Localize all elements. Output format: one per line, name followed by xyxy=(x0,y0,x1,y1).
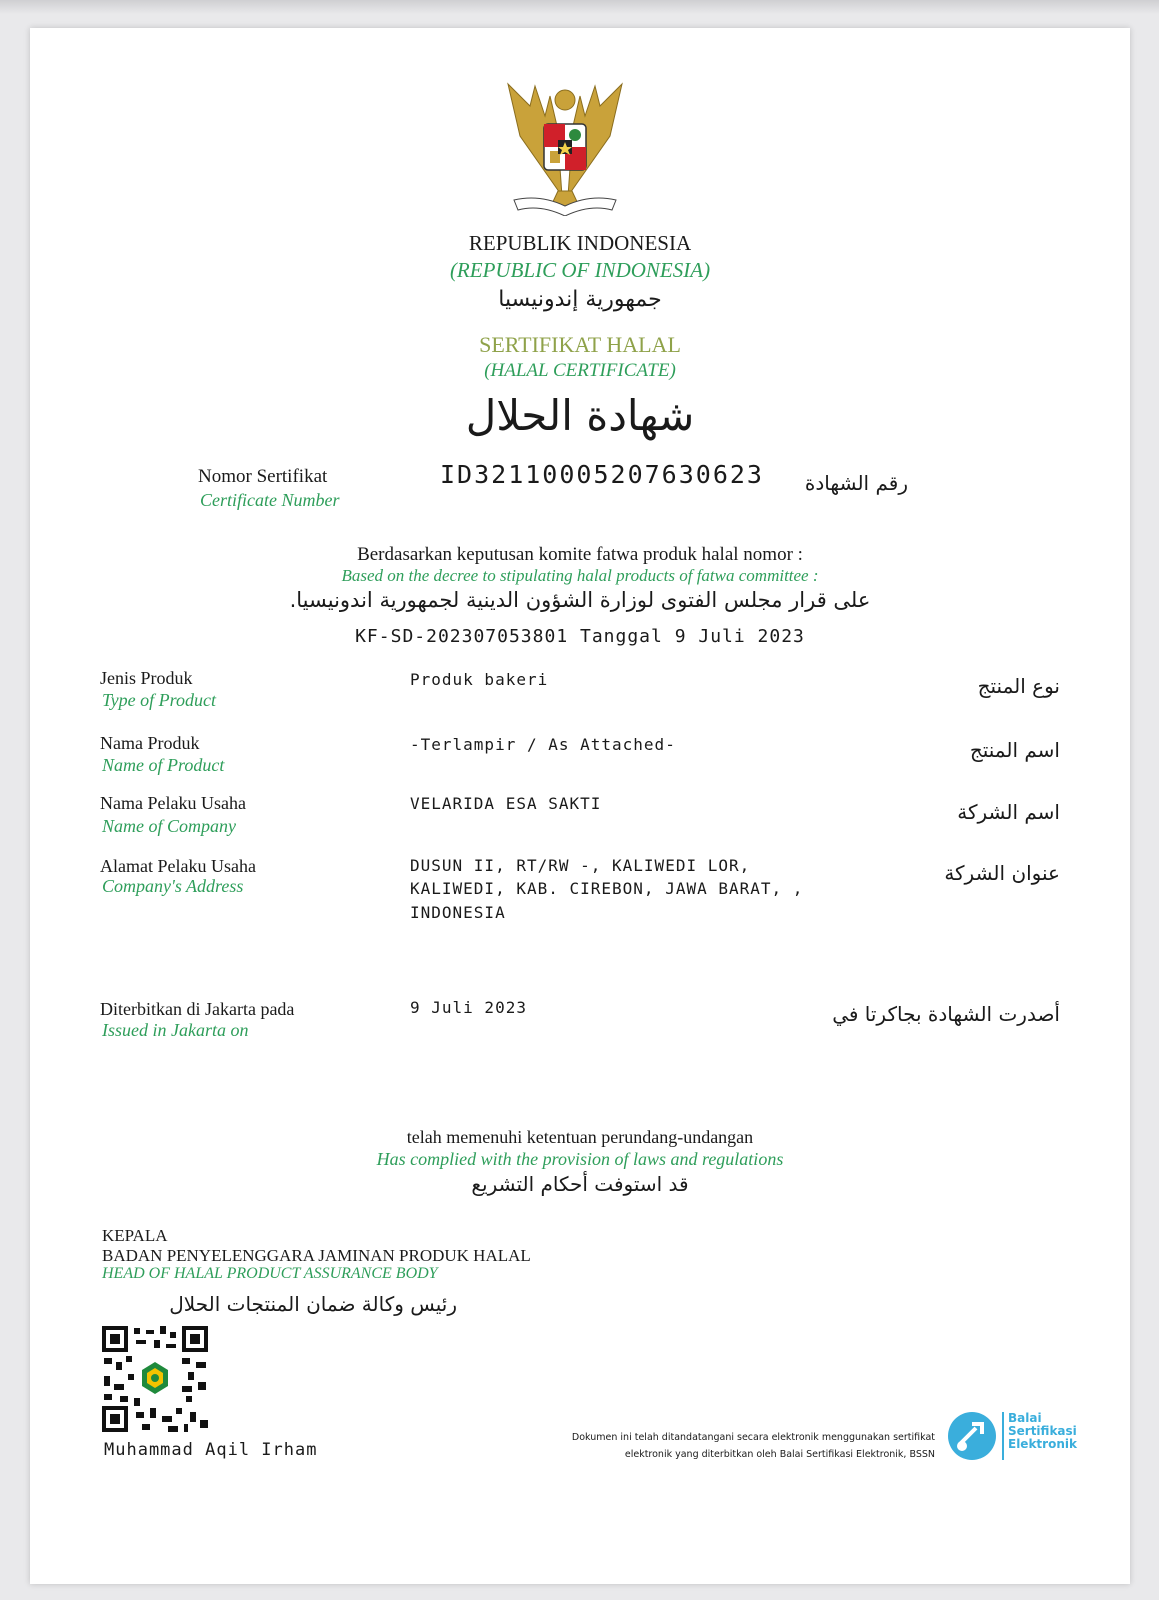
certificate-page xyxy=(30,28,1130,1584)
field-label-ar: اسم المنتج xyxy=(969,738,1060,762)
decree-reference: KF-SD-202307053801 Tanggal 9 Juli 2023 xyxy=(355,626,805,647)
certificate-title-en: (HALAL CERTIFICATE) xyxy=(484,360,676,381)
cert-number-label-en: Certificate Number xyxy=(200,490,340,510)
footer-note-line1: Dokumen ini telah ditandatangani secara elektronik menggunakan sertifikat xyxy=(571,1432,935,1443)
country-name-ar: جمهورية إندونيسيا xyxy=(498,287,662,312)
screen-top-bar xyxy=(0,0,1159,14)
field-label-en: Company's Address xyxy=(102,876,244,896)
certificate-title-ar: شهادة الحلال xyxy=(465,391,695,440)
garuda-emblem-icon xyxy=(500,76,630,216)
address-line: DUSUN II, RT/RW -, KALIWEDI LOR, xyxy=(410,856,751,875)
field-label-id: Nama Produk xyxy=(100,733,200,753)
address-line: KALIWEDI, KAB. CIREBON, JAWA BARAT, , xyxy=(410,879,804,898)
cert-number-value: ID32110005207630623 xyxy=(440,460,764,489)
signatory-title-1: KEPALA xyxy=(102,1226,168,1245)
issued-label-en: Issued in Jakarta on xyxy=(102,1020,249,1040)
bsre-logo-icon xyxy=(946,1410,998,1462)
signatory-title-2: BADAN PENYELENGGARA JAMINAN PRODUK HALAL xyxy=(102,1246,531,1265)
bsre-text: Elektronik xyxy=(1008,1437,1077,1451)
field-label-en: Name of Company xyxy=(102,816,236,836)
country-name-en: (REPUBLIC OF INDONESIA) xyxy=(449,258,711,282)
issued-label-id: Diterbitkan di Jakarta pada xyxy=(100,999,295,1019)
signatory-title-ar: رئيس وكالة ضمان المنتجات الحلال xyxy=(169,1292,457,1316)
field-label-ar: عنوان الشركة xyxy=(944,861,1060,885)
signatory-name: Muhammad Aqil Irham xyxy=(104,1440,318,1460)
field-label-id: Jenis Produk xyxy=(100,668,193,688)
bsre-text: Sertifikasi xyxy=(1008,1424,1077,1438)
qr-code-icon xyxy=(102,1326,208,1432)
certificate-title-id: SERTIFIKAT HALAL xyxy=(479,332,681,357)
field-value: VELARIDA ESA SAKTI xyxy=(410,794,602,813)
bsre-text: Balai xyxy=(1008,1411,1042,1425)
field-value: Produk bakeri xyxy=(410,670,549,689)
field-label-en: Name of Product xyxy=(102,755,225,775)
country-name-id: REPUBLIK INDONESIA xyxy=(468,231,692,255)
cert-number-label-id: Nomor Sertifikat xyxy=(198,466,328,487)
issued-label-ar: أصدرت الشهادة بجاكرتا في xyxy=(832,1002,1060,1026)
issued-date: 9 Juli 2023 xyxy=(410,998,527,1017)
decree-text-id: Berdasarkan keputusan komite fatwa produk halal nomor : xyxy=(357,544,803,565)
field-label-id: Nama Pelaku Usaha xyxy=(100,793,246,813)
field-label-id: Alamat Pelaku Usaha xyxy=(100,856,256,876)
field-label-ar: نوع المنتج xyxy=(977,674,1060,698)
bsre-divider xyxy=(1002,1412,1004,1460)
bsre-wordmark xyxy=(1008,1412,1077,1451)
footer-note-line2: elektronik yang diterbitkan oleh Balai Sertifikasi Elektronik, BSSN xyxy=(624,1449,935,1460)
cert-number-label-ar: رقم الشهادة xyxy=(804,471,908,495)
address-line: INDONESIA xyxy=(410,903,506,922)
field-label-en: Type of Product xyxy=(102,690,216,710)
decree-text-en: Based on the decree to stipulating halal products of fatwa committee : xyxy=(341,566,819,585)
field-label-ar: اسم الشركة xyxy=(957,800,1060,824)
compliance-text-ar: قد استوفت أحكام التشريع xyxy=(471,1172,689,1196)
signatory-title-en: HEAD OF HALAL PRODUCT ASSURANCE BODY xyxy=(102,1265,438,1282)
compliance-text-en: Has complied with the provision of laws and regulations xyxy=(376,1149,784,1169)
decree-text-ar: على قرار مجلس الفتوى لوزارة الشؤون الدينية لجمهورية اندونيسيا. xyxy=(289,588,871,612)
field-value: -Terlampir / As Attached- xyxy=(410,735,676,754)
compliance-text-id: telah memenuhi ketentuan perundang-undangan xyxy=(406,1127,754,1147)
